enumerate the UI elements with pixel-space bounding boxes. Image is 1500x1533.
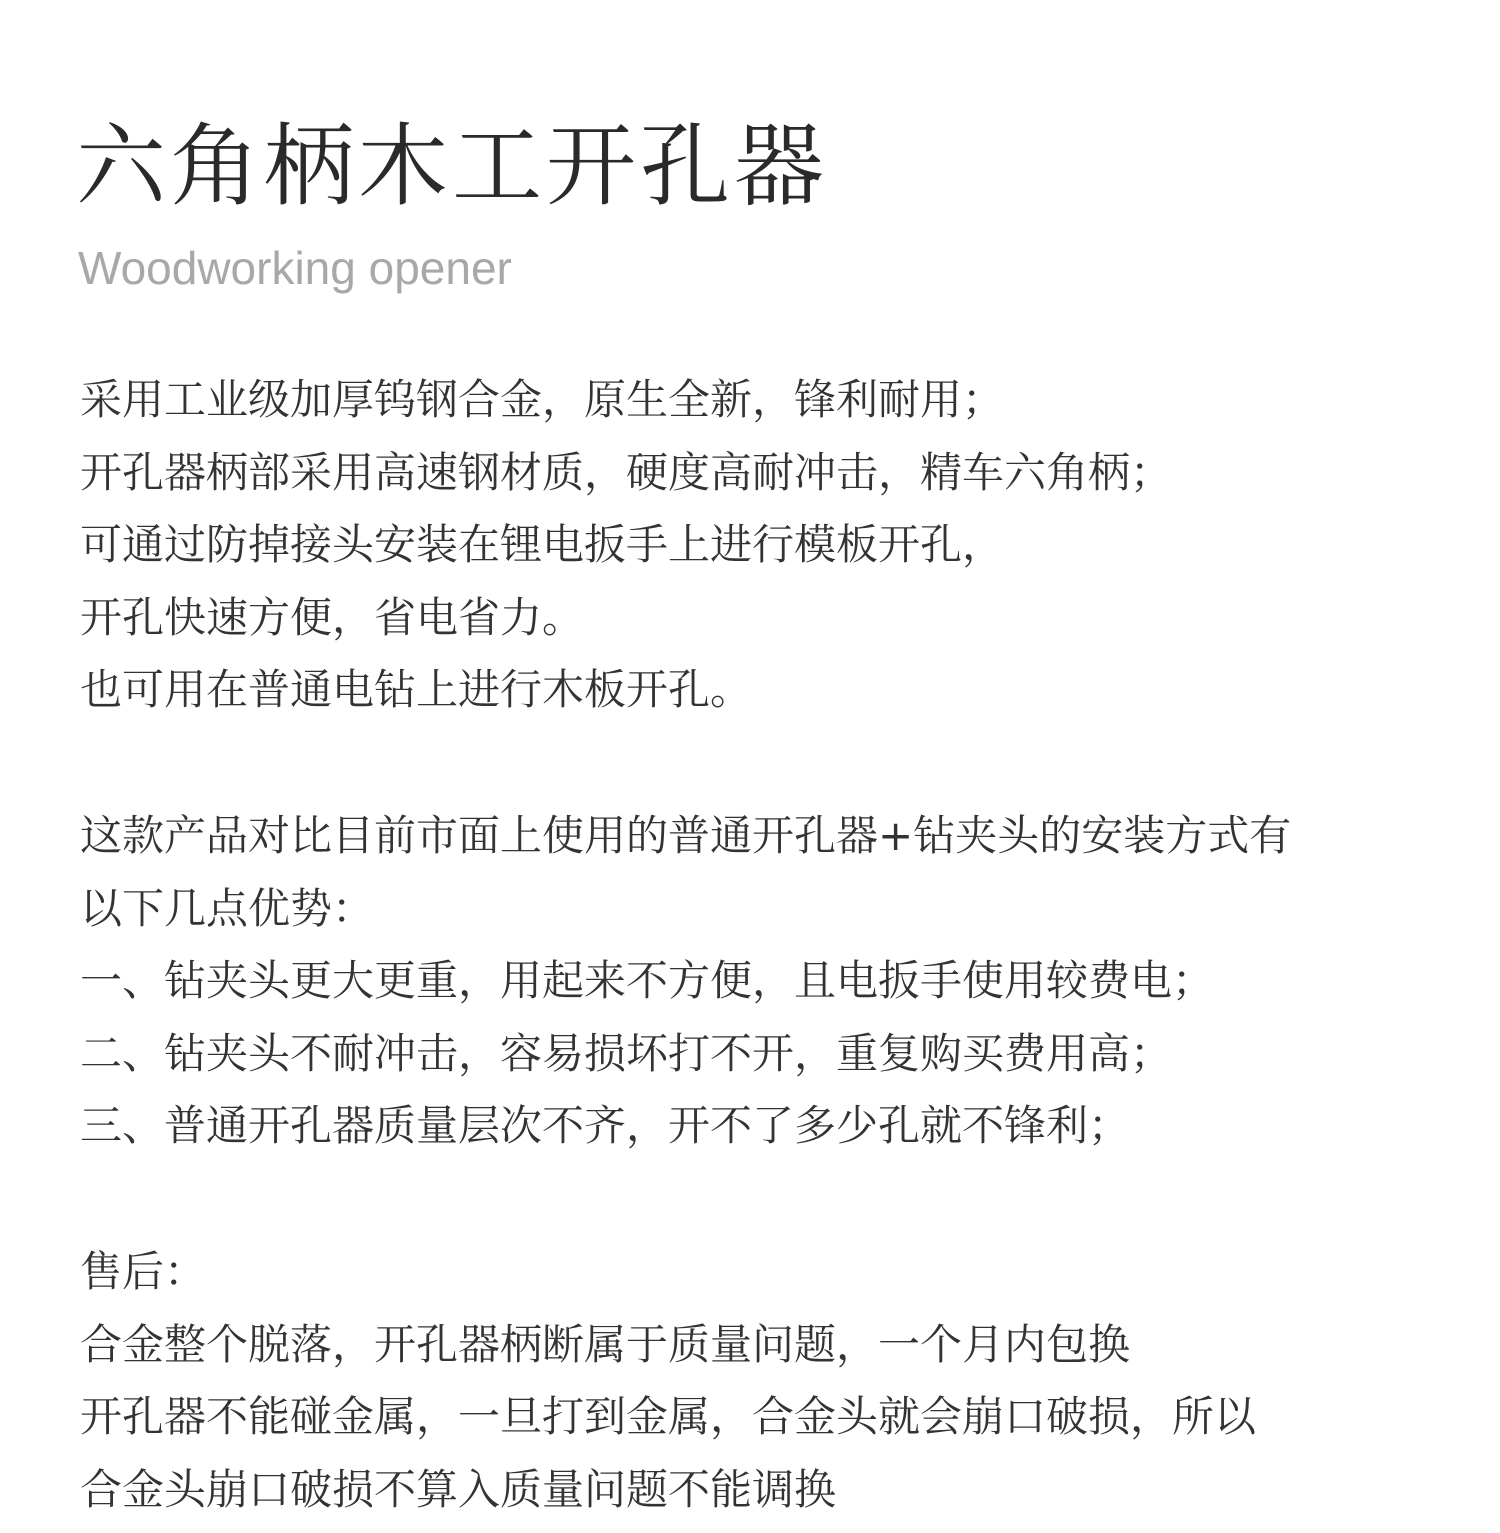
intro-line: 开孔器柄部采用高速钢材质，硬度高耐冲击，精车六角柄；	[80, 447, 1173, 497]
advantage-line: 这款产品对比目前市面上使用的普通开孔器+钻夹头的安装方式有	[80, 811, 1292, 860]
aftersales-line: 开孔器不能碰金属，一旦打到金属，合金头就会崩口破损，所以	[80, 1392, 1257, 1441]
advantage-line: 以下几点优势：	[80, 883, 375, 933]
intro-section	[80, 364, 1480, 727]
aftersales-line: 合金头崩口破损不算入质量问题不能调换	[80, 1464, 837, 1514]
advantages-section	[80, 800, 1480, 1163]
advantage-line: 三、普通开孔器质量层次不齐，开不了多少孔就不锋利；	[80, 1101, 1131, 1150]
aftersales-line: 合金整个脱落，开孔器柄断属于质量问题，一个月内包换	[80, 1319, 1131, 1369]
page-subtitle: Woodworking opener	[78, 242, 512, 294]
aftersales-heading: 售后：	[80, 1247, 207, 1296]
intro-line: 也可用在普通电钻上进行木板开孔。	[80, 665, 753, 714]
intro-line: 开孔快速方便，省电省力。	[80, 592, 585, 642]
intro-line: 可通过防掉接头安装在锂电扳手上进行模板开孔，	[80, 520, 1005, 569]
intro-line: 采用工业级加厚钨钢合金，原生全新，锋利耐用；	[80, 375, 1005, 424]
page-title: 六角柄木工开孔器	[76, 114, 828, 219]
advantage-line: 二、钻夹头不耐冲击，容易损坏打不开，重复购买费用高；	[80, 1028, 1173, 1078]
advantage-line: 一、钻夹头更大更重，用起来不方便，且电扳手使用较费电；	[80, 956, 1215, 1005]
aftersales-section	[80, 1236, 1480, 1526]
